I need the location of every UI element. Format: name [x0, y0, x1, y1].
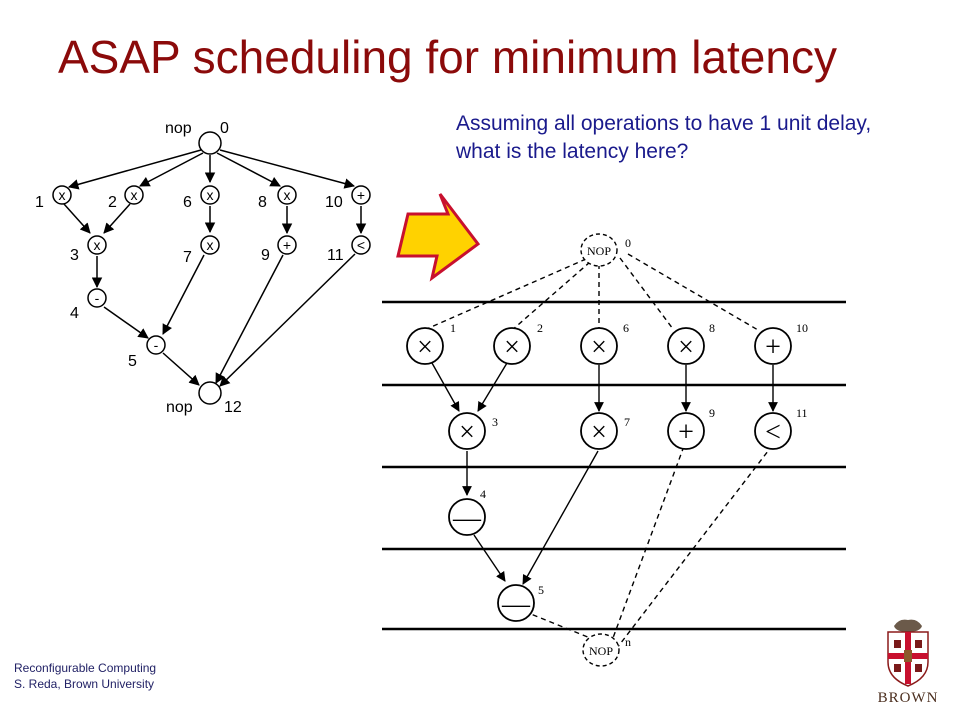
right-dashed-edges — [422, 254, 778, 648]
left-op-6: x — [206, 187, 214, 203]
right-op-3: × — [459, 417, 475, 448]
right-op-9: + — [678, 417, 694, 448]
brown-logo — [868, 610, 948, 710]
left-label-8: 8 — [258, 194, 267, 211]
left-node-sink — [199, 382, 221, 404]
right-op-7: × — [591, 417, 607, 448]
right-op-2: × — [504, 332, 520, 363]
right-label-1: 1 — [450, 321, 456, 335]
left-op-1: x — [58, 187, 66, 203]
right-label-8: 8 — [709, 321, 715, 335]
right-sink-op-label: NOP — [589, 644, 614, 658]
right-label-11: 11 — [796, 406, 808, 420]
left-label-10: 10 — [325, 194, 343, 211]
right-schedule-diagram — [370, 228, 850, 680]
right-op-8: × — [678, 332, 694, 363]
left-op-10: + — [356, 187, 366, 203]
right-source-op-label: NOP — [587, 244, 612, 258]
left-op-8: x — [283, 187, 291, 203]
left-label-7: 7 — [183, 249, 192, 266]
left-label-9: 9 — [261, 247, 270, 264]
right-op-6: × — [591, 332, 607, 363]
right-label-9: 9 — [709, 406, 715, 420]
right-op-10: + — [765, 332, 781, 363]
right-sink-num-label: n — [625, 635, 631, 649]
right-label-3: 3 — [492, 415, 498, 429]
left-sink-num-label: 12 — [224, 399, 242, 416]
right-label-10: 10 — [796, 321, 808, 335]
left-op-5: - — [153, 337, 159, 353]
right-label-6: 6 — [623, 321, 629, 335]
right-source-num-label: 0 — [625, 236, 631, 250]
left-label-5: 5 — [128, 353, 137, 370]
slide-title: ASAP scheduling for minimum latency — [58, 31, 837, 83]
left-op-4: - — [94, 290, 100, 306]
left-source-op-label: nop — [165, 120, 192, 137]
left-label-3: 3 — [70, 247, 79, 264]
left-label-6: 6 — [183, 194, 192, 211]
left-source-num-label: 0 — [220, 120, 229, 137]
footer — [14, 660, 156, 692]
left-label-4: 4 — [70, 305, 79, 322]
left-op-11: < — [356, 237, 366, 253]
right-label-7: 7 — [624, 415, 630, 429]
right-label-4: 4 — [480, 487, 486, 501]
left-op-7: x — [206, 237, 214, 253]
question-text: Assuming all operations to have 1 unit delay, what is the latency here? — [456, 112, 872, 163]
right-op-11: < — [765, 417, 781, 448]
right-op-1: × — [417, 332, 433, 363]
left-label-2: 2 — [108, 194, 117, 211]
left-sink-op-label: nop — [166, 399, 193, 416]
footer-course: Reconfigurable Computing — [14, 661, 157, 675]
brown-university-shield-icon — [888, 620, 928, 686]
left-op-9: + — [282, 237, 292, 253]
left-node-source — [199, 132, 221, 154]
left-op-2: x — [130, 187, 138, 203]
right-solid-edges — [432, 363, 773, 584]
left-op-3: x — [93, 237, 101, 253]
right-label-5: 5 — [538, 583, 544, 597]
left-graph-edges — [64, 150, 361, 386]
right-op-4: — — [453, 503, 481, 534]
left-label-11: 11 — [327, 247, 344, 264]
right-op-5: — — [502, 589, 530, 620]
brown-logo-text: BROWN — [877, 690, 939, 706]
right-label-2: 2 — [537, 321, 543, 335]
footer-author: S. Reda, Brown University — [14, 677, 155, 691]
left-label-1: 1 — [35, 194, 44, 211]
